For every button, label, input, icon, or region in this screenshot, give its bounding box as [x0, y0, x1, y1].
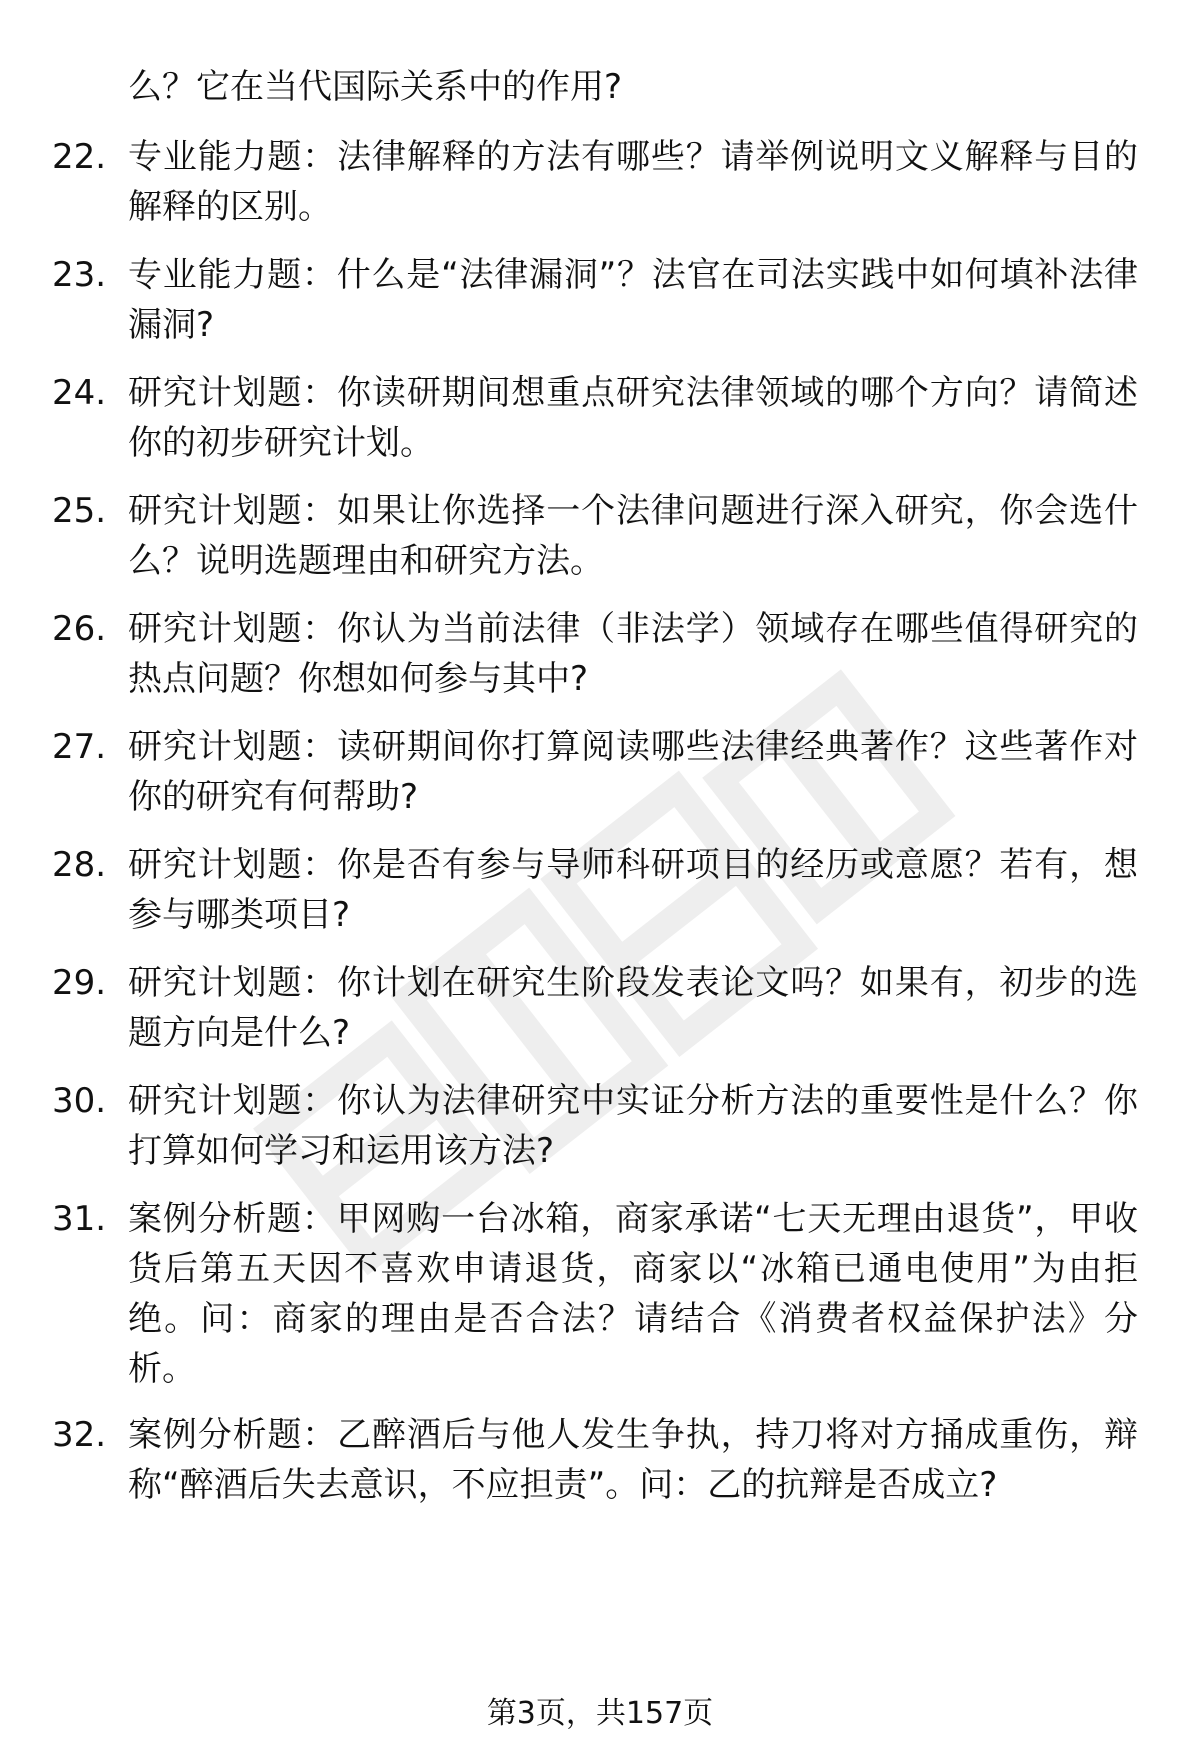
question-number: 28. — [52, 845, 107, 885]
question-text: 研究计划题：你是否有参与导师科研项目的经历或意愿？若有，想参与哪类项目? — [128, 845, 1138, 935]
question-number: 22. — [52, 137, 107, 177]
question-number: 27. — [52, 727, 107, 767]
question-number: 23. — [52, 255, 107, 295]
question-text: 研究计划题：你读研期间想重点研究法律领域的哪个方向？请简述你的初步研究计划。 — [128, 373, 1138, 463]
question-text: 研究计划题：如果让你选择一个法律问题进行深入研究，你会选什么？说明选题理由和研究方法。 — [128, 491, 1138, 581]
question-text: 专业能力题：什么是“法律漏洞”？法官在司法实践中如何填补法律漏洞? — [128, 255, 1138, 345]
question-text: 专业能力题：法律解释的方法有哪些？请举例说明文义解释与目的解释的区别。 — [128, 137, 1138, 227]
question-number: 25. — [52, 491, 107, 531]
question-number: 24. — [52, 373, 107, 413]
question-text: 案例分析题：乙醉酒后与他人发生争执，持刀将对方捅成重伤，辩称“醉酒后失去意识，不应担责”。问：乙的抗辩是否成立? — [128, 1415, 1138, 1505]
question-number: 30. — [52, 1081, 107, 1121]
question-number: 31. — [52, 1199, 107, 1239]
question-number: 26. — [52, 609, 107, 649]
question-text: 研究计划题：你认为当前法律（非法学）领域存在哪些值得研究的热点问题？你想如何参与其中? — [128, 609, 1138, 699]
question-text: 研究计划题：读研期间你打算阅读哪些法律经典著作？这些著作对你的研究有何帮助? — [128, 727, 1138, 817]
question-number: 32. — [52, 1415, 107, 1455]
continuation-text: 么？它在当代国际关系中的作用? — [128, 67, 623, 107]
question-text: 案例分析题：甲网购一台冰箱，商家承诺“七天无理由退货”，甲收货后第五天因不喜欢申请退货，商家以“冰箱已通电使用”为由拒绝。问：商家的理由是否合法？请结合《消费者权益保护法》分析。 — [128, 1199, 1138, 1389]
question-text: 研究计划题：你认为法律研究中实证分析方法的重要性是什么？你打算如何学习和运用该方法? — [128, 1081, 1138, 1171]
question-text: 研究计划题：你计划在研究生阶段发表论文吗？如果有，初步的选题方向是什么? — [128, 963, 1138, 1053]
page-number-footer: 第3页，共157页 — [486, 1696, 714, 1731]
question-number: 29. — [52, 963, 107, 1003]
